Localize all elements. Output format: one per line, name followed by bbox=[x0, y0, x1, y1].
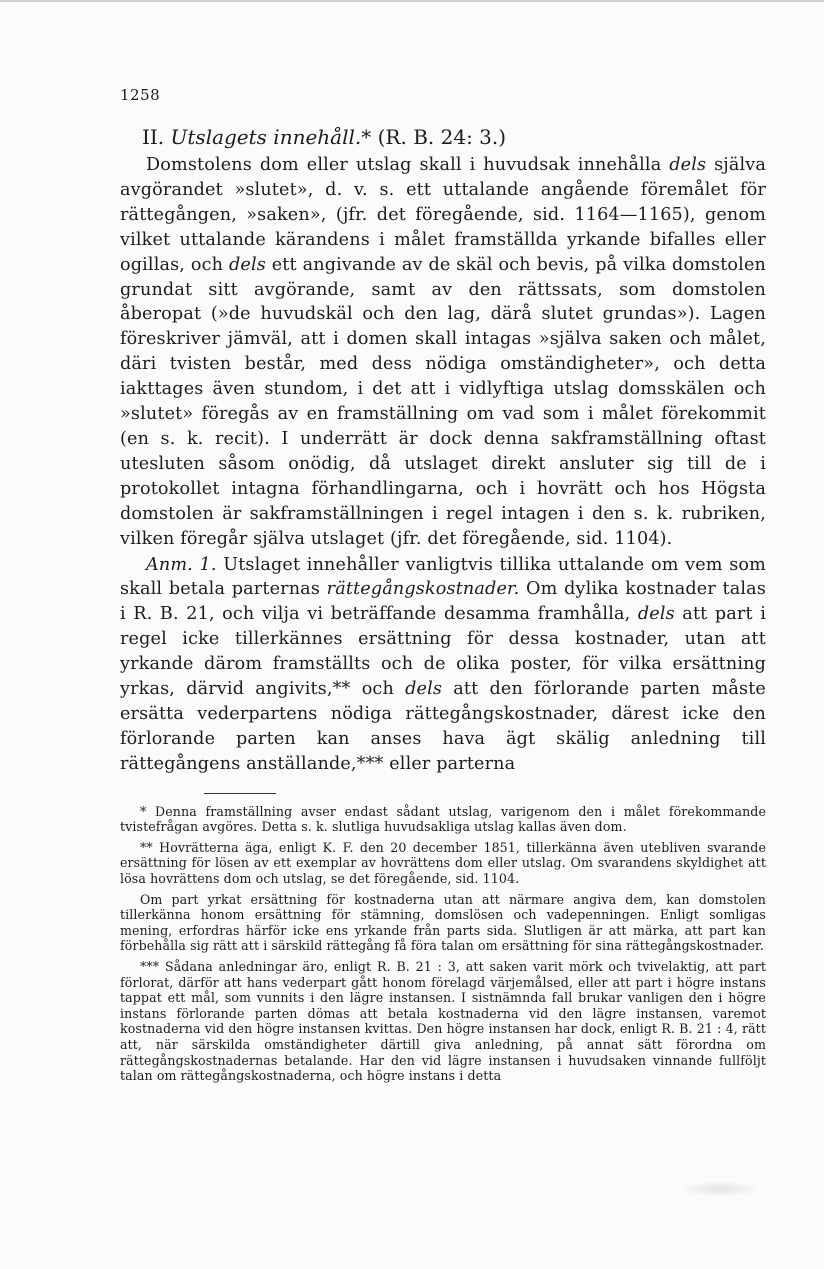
main-text bbox=[120, 153, 766, 777]
footnote-rule bbox=[204, 793, 276, 794]
paragraph-anm-1: Anm. 1. Utslaget innehåller vanligtvis tillika uttalande om vem som skall betala parternas rättegångskostnader. Om dylika kostnader talas i R. B. 21, och vilja vi beträffande desamma framhålla, dels att part i regel icke tillerkännes ersättning för dessa kostnader, utan att yrkande därom framställts och de olika poster, för vilka ersättning yrkas, därvid angivits,** och dels att den förlorande parten måste ersätta vederpartens nödiga rättegångskostnader, därest icke den förlorande parten kan anses hava ägt skälig anledning till rättegångens anställande,*** eller parterna bbox=[120, 554, 766, 774]
footnote-1: * Denna framställning avser endast sådant utslag, varigenom den i målet förekommande tvistefrågan avgöres. Detta s. k. slutliga huvudsakliga utslag kallas även dom. bbox=[120, 803, 766, 835]
footnote-2-continued: Om part yrkat ersättning för kostnaderna utan att närmare angiva dem, kan domstolen tillerkänna honom ersättning för stämning, domslösen och vadepenningen. Enligt somligas mening, erfordras härför icke ens yrkande från parts sida. Slutligen är att märka, att part kan förbehålla sig rätt att i särskild rättegång få föra talan om ersättning för sina rättegångskostnader. bbox=[120, 891, 766, 954]
footnotes bbox=[120, 804, 766, 1084]
italic-text: dels bbox=[669, 155, 707, 175]
footnote-2: ** Hovrätterna äga, enligt K. F. den 20 december 1851, tillerkänna även utebliven svarande ersättning för lösen av ett exemplar av hovrättens dom eller utslag. Om svarandens skyldighet att lösa hovrättens dom och utslag, se det föregående, sid. 1104. bbox=[120, 839, 766, 887]
italic-text: rättegångskostnader. bbox=[326, 579, 520, 600]
book-page bbox=[120, 86, 766, 1084]
italic-text: dels bbox=[405, 679, 443, 700]
page-top-edge bbox=[0, 0, 824, 2]
italic-text: dels bbox=[228, 254, 266, 275]
section-title: Utslagets innehåll.* bbox=[170, 125, 372, 149]
section-reference: (R. B. 24: 3.) bbox=[377, 125, 507, 149]
section-numeral: II. bbox=[142, 125, 165, 149]
footnote-3: *** Sådana anledningar äro, enligt R. B. 21 : 3, att saken varit mörk och tvivelaktig, att part förlorat, därför att hans vederpart gått honom förelagd värjemålsed, eller att part i högre instans tappat ett mål, som vunnits i den lägre instansen. I sistnämnda fall brukar vanligen den i högre instans förlorande parten dömas att betala kostnaderna vid den lägre instansen, varemot kostnaderna vid den högre instansen kvittas. Den högre instansen har dock, enligt R. B. 21 : 4, rätt att, när särskilda omständigheter därtill giva anledning, på annat sätt förordna om rättegångskostnadernas betalande. Har den vid lägre instansen i huvudsaken vinnande fullföljt talan om rättegångskostnaderna, och högre instans i detta bbox=[120, 959, 766, 1084]
section-heading bbox=[142, 124, 766, 150]
page-number: 1258 bbox=[120, 86, 161, 104]
paragraph: Domstolens dom eller utslag skall i huvudsak innehålla dels själva avgörandet »slutet», d. v. s. ett uttalande angående föremålet för rättegången, »saken», (jfr. det föregående, sid. 1164—1165), genom vilket uttalande kärandens i målet framställda yrkande bifalles eller ogillas, och dels ett angivande av de skäl och bevis, på vilka domstolen grundat sitt avgörande, samt av den rättssats, som domstolen åberopat (»de huvudskäl och den lag, därå slutet grundas»). Lagen föreskriver jämväl, att i domen skall intagas »själva saken och målet, däri tvisten består, med dess nödiga omständigheter», och detta iakttages även stundom, i det att i vidlyftiga utslag domsskälen och »slutet» föregås av en framställning om vad som i målet förekommit (en s. k. recit). I underrätt är dock denna sakframställning oftast utesluten såsom onödig, då utslaget direkt ansluter sig till de i protokollet intagna förhandlingarna, och i hovrätt och hos Högsta domstolen är sakframställningen i regel intagen i den s. k. rubriken, vilken föregår själva utslaget (jfr. det föregående, sid. 1104). bbox=[120, 155, 766, 549]
italic-text: dels bbox=[637, 604, 675, 625]
scan-smudge bbox=[680, 1181, 760, 1197]
italic-text: Anm. 1. bbox=[146, 554, 217, 575]
